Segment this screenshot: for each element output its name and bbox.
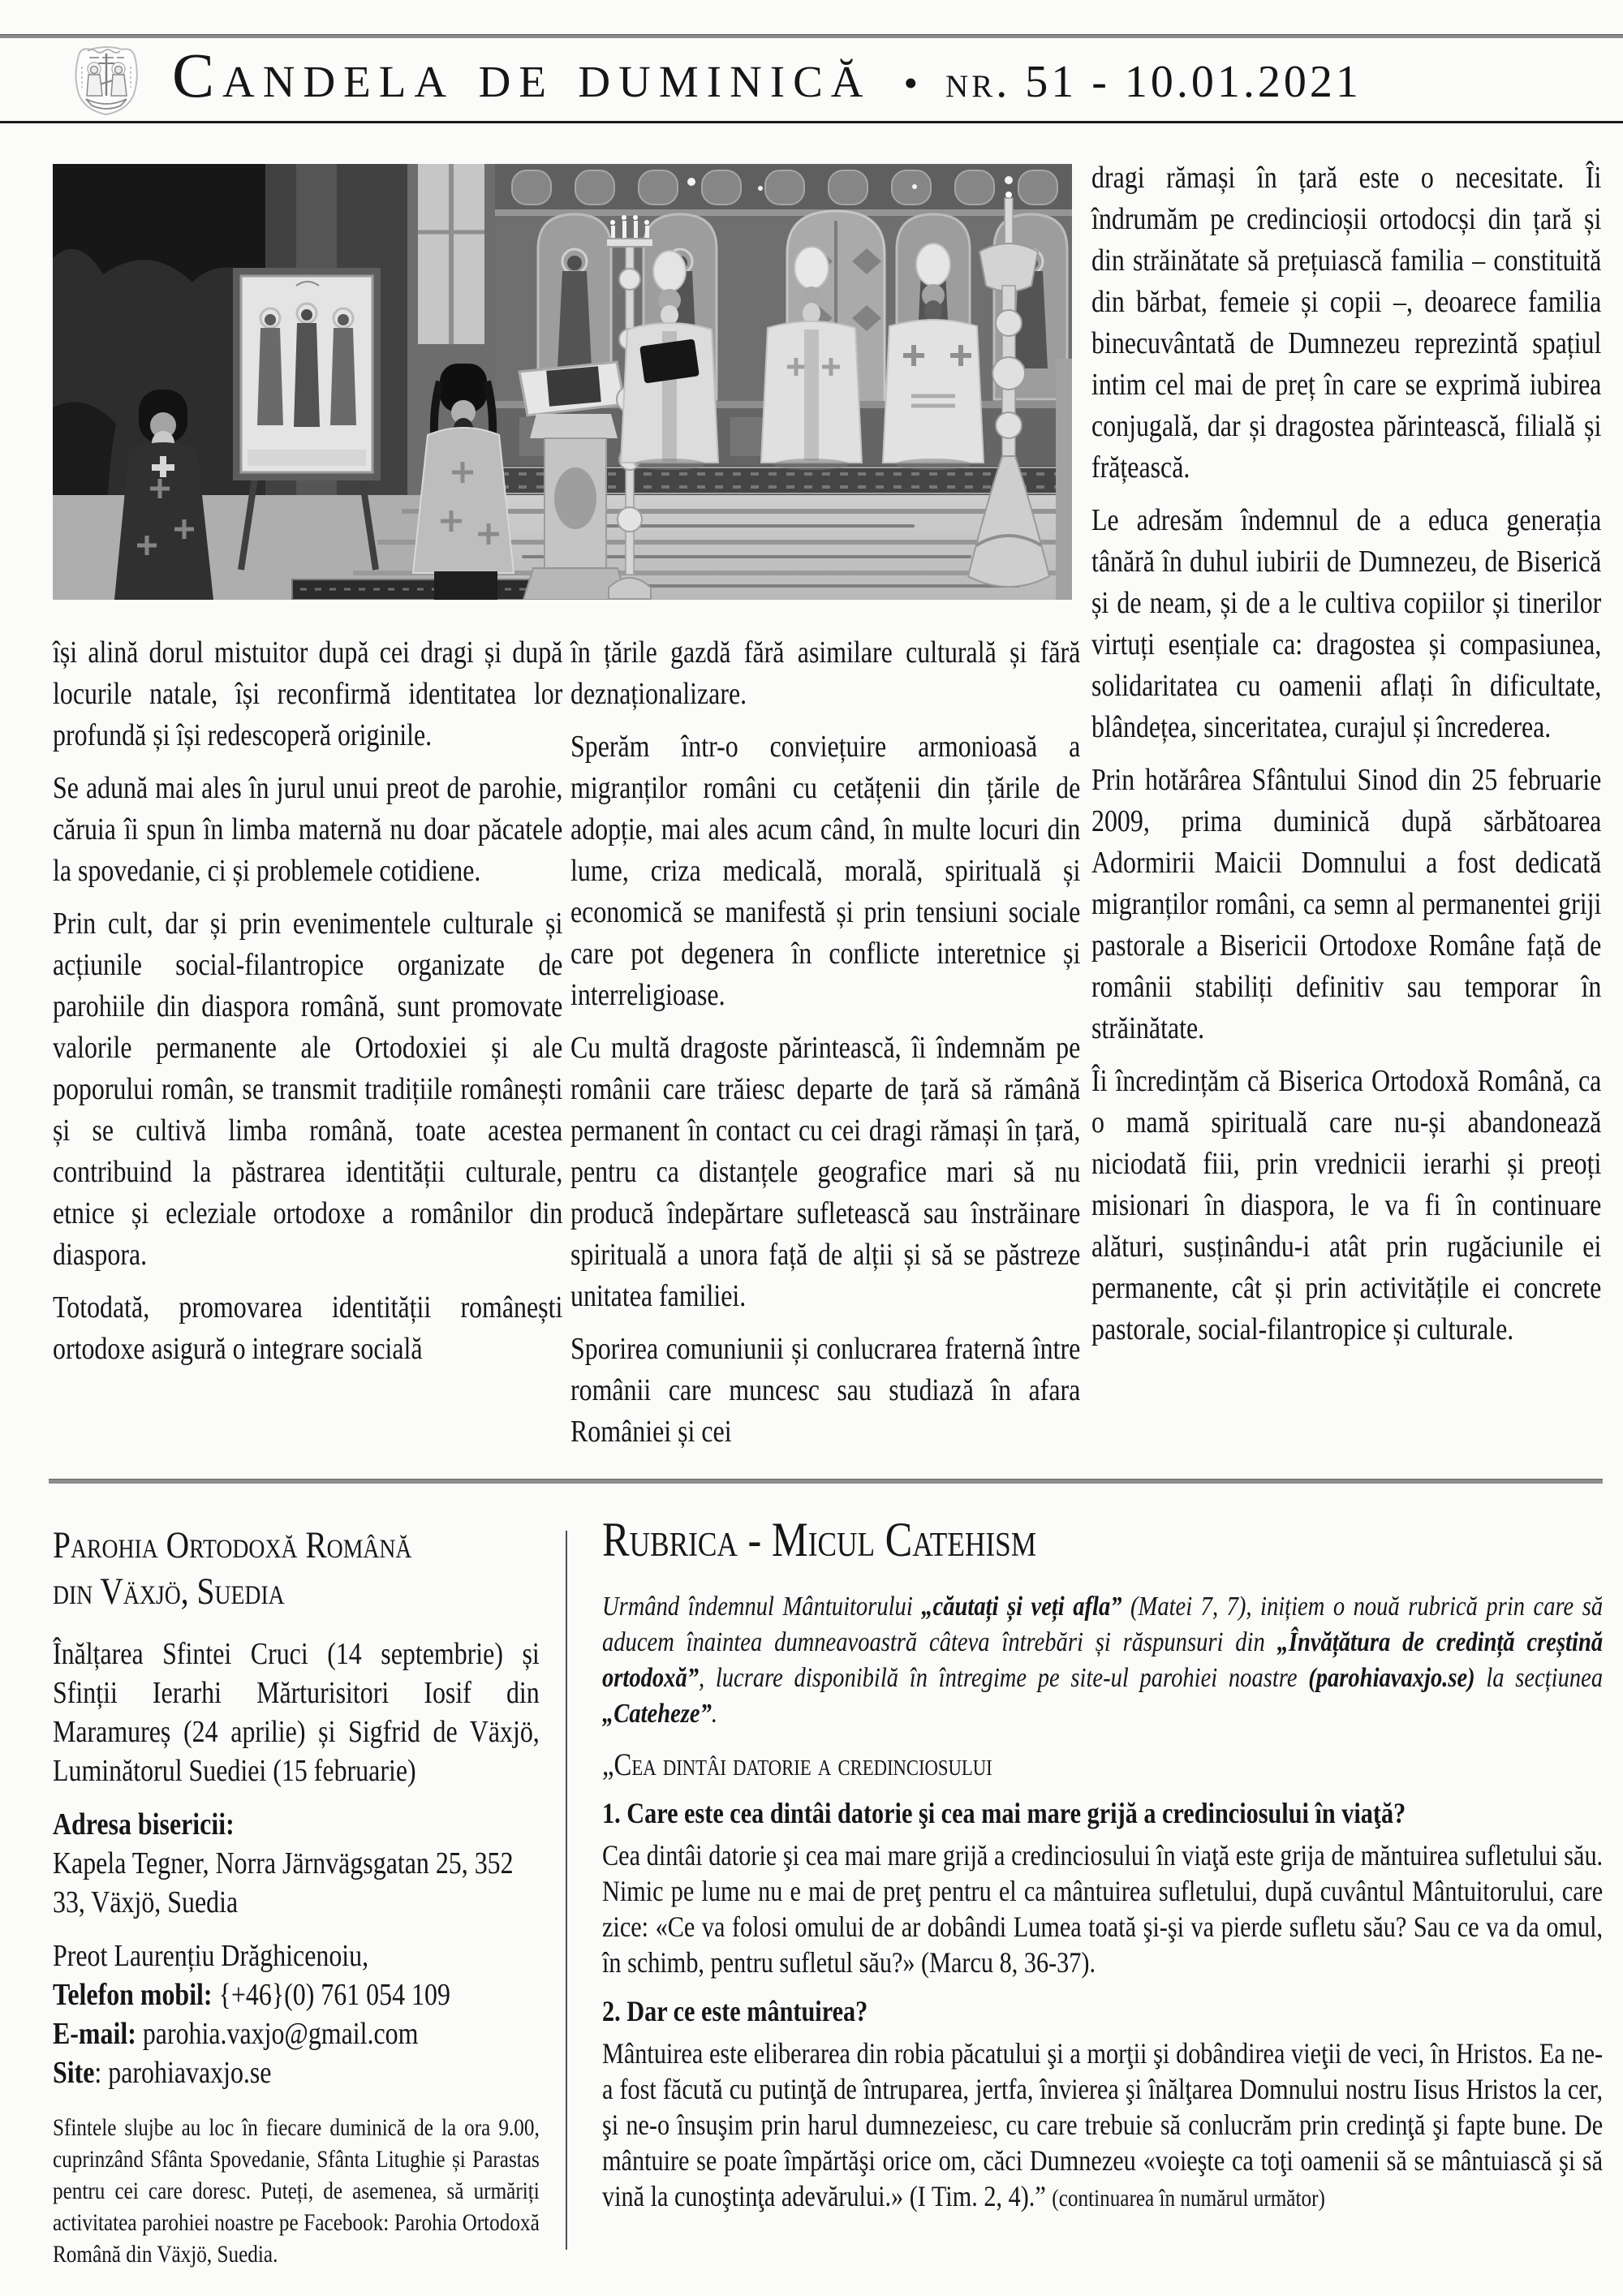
masthead: [172, 39, 1623, 120]
feast-paragraph: Înălțarea Sfintei Cruci (14 septembrie) și Sfinții Ierarhi Mărturisitori Iosif din Maramureș (24 aprilie) și Sigfrid de Växjö, Luminătorul Suediei (15 februarie): [53, 1637, 540, 1788]
paragraph: Sperăm într-o conviețuire armonioasă a migranților români cu cetățenii din țările de adopție, mai ales acum când, în multe locuri din lume, criza medicală, morală, spirituală și economică se manifestă și prin tensiuni sociale care pot degenera în conflicte interetnice și interreligioase.: [570, 730, 1081, 1012]
rubrica-section: [602, 1511, 1603, 2229]
rubrica-subsection-title: „Cea dintâi datorie a credinciosului: [602, 1747, 992, 1782]
phone-label: Telefon mobil:: [53, 1978, 213, 2012]
issue-number-date: nr. 51 - 10.01.2021: [945, 57, 1362, 107]
contact-block: [53, 1936, 540, 2092]
rubrica-intro: Urmând îndemnul Mântuitorului „căutați și veți afla” (Matei 7, 7), inițiem o nouă rubrică prin care să aducem înaintea dumneavoastră câteva întrebări și răspunsuri din „Învățătura de credință creștină ortodoxă”, lucrare disponibilă în întregime pe site-ul parohiei noastre (parohiavaxjo.se) la secțiunea „Cateheze”.: [602, 1592, 1604, 1729]
parish-info: [53, 1523, 540, 2285]
section-divider: [49, 1479, 1603, 1484]
right-edge-ornament: [1056, 359, 1072, 600]
vertical-column-divider: [566, 1531, 567, 2250]
parish-title: Parohia Ortodoxă Română din Växjö, Suedia: [53, 1524, 412, 1613]
article-column-1: [53, 632, 562, 1381]
site-value: : parohiavaxjo.se: [94, 2056, 272, 2090]
rubrica-title: Rubrica - Micul Catehism: [602, 1513, 1037, 1566]
paragraph: Sporirea comuniunii și conlucrarea fraternă între românii care muncesc sau studiază în afara României și cei: [570, 1332, 1081, 1449]
paragraph: Le adresăm îndemnul de a educa generația tânără în duhul iubirii de Dumnezeu, de Biserică și de neam, și de a le cultiva copiilor și tinerilor virtuți esențiale ca: dragostea și compasiunea, solidaritatea cu oamenii aflați în dificultate, blândețea, sinceritatea, curajul și încrederea.: [1091, 503, 1602, 744]
parish-emblem-icon: [70, 42, 143, 118]
paragraph: Totodată, promovarea identității românești ortodoxe asigură o integrare socială: [53, 1290, 563, 1366]
masthead-top-rule: [0, 34, 1623, 38]
article-column-2: [570, 632, 1080, 1464]
article-column-3: [1091, 157, 1601, 1362]
address-text: Kapela Tegner, Norra Järnvägsgatan 25, 352 33, Växjö, Suedia: [53, 1846, 514, 1919]
page-title: Candela de duminică: [172, 40, 872, 110]
paragraph: Îi încredințăm că Biserica Ortodoxă Română, ca o mamă spirituală care nu-și abandonează niciodată fiii, prin vrednicii ierarhi și preoți misionari în diaspora, le va fi în continuare alături, susținându-i atât prin rugăciunile ei permanente, cât și prin activitățile ei concrete pastorale, social-filantropice și culturale.: [1091, 1064, 1602, 1346]
answer-1: Cea dintâi datorie şi cea mai mare grijă a credinciosului în viaţă este grija de măntuirea sufletului său. Nimic pe lume nu e mai de preţ pentru el ca mântuirea sufletului, după cuvântul Mântuitorului, care zice: «Ce va folosi omului de ar dobândi Lumea toată şi-şi va pierde sufletu său? Sau ce va da omul, în schimb, pentru sufletul său?» (Marcu 8, 36-37).: [602, 1839, 1604, 1979]
paragraph: Prin hotărârea Sfântului Sinod din 25 februarie 2009, prima duminică după sărbătoarea Adormirii Maicii Domnului a fost dedicată migranților români, ca semn al permanentei griji pastorale a Bisericii Ortodoxe Române față de românii stabiliți definitiv sau temporar în străinătate.: [1091, 763, 1602, 1045]
church-service-photo: [53, 164, 1072, 600]
address-block: [53, 1805, 540, 1922]
services-note: Sfintele slujbe au loc în fiecare duminică de la ora 9.00, cuprinzând Sfânta Spovedanie, Sfânta Litughie și Parastas pentru cei care doresc. Puteți, de asemenea, să urmăriți activitatea parohiei noastre pe Facebook: Parohia Ortodoxă Română din Växjö, Suedia.: [53, 2114, 540, 2268]
paragraph: își alină dorul mistuitor după cei dragi și după locurile natale, își reconfirmă identitatea lor profundă și își redescoperă originile.: [53, 635, 563, 752]
paragraph: Se adună mai ales în jurul unui preot de parohie, căruia îi spun în limba maternă nu doar păcatele la spovedanie, ci și problemele cotidiene.: [53, 771, 563, 888]
address-label: Adresa bisericii:: [53, 1807, 235, 1842]
email-label: E-mail:: [53, 2017, 136, 2051]
paragraph: dragi rămași în țară este o necesitate. Îi îndrumăm pe credincioșii ortodocși din țară și din străinătate să prețuiască familia – constituită din bărbat, femeie și copii –, deoarece familia binecuvântată de Dumnezeu reprezintă spațiul intim cel mai de preț în care se exprimă iubirea conjugală, dar și dragostea părintească, filială și frățească.: [1091, 161, 1602, 485]
question-1: 1. Care este cea dintâi datorie şi cea mai mare grijă a credinciosului în viaţă?: [602, 1797, 1406, 1829]
paragraph: Prin cult, dar și prin evenimentele culturale și acțiunile social-filantropice organizate de parohiile din diaspora română, sunt promovate valorile permanente ale Ortodoxiei și ale poporului român, se transmit tradițiile românești și se cultivă limba română, toate acestea contribuind la păstrarea identității culturale, etnice și ecleziale ortodoxe a românilor din diaspora.: [53, 907, 563, 1272]
answer-2: Mântuirea este eliberarea din robia păcatului şi a morţii şi dobândirea vieţii de veci, în Hristos. Ea ne-a fost făcută cu putinţă de întruparea, jertfa, învierea şi înălţarea Domnului nostru Iisus Hristos la cer, şi ne-o însuşim prin harul dumnezeiesc, cu care trebuie să conlucrăm prin credinţă şi fapte bune. De mântuire se poate împărtăşi orice om, căci Dumnezeu «voieşte ca toţi oamenii să se mântuiască şi să vină la cunoştinţa adevărului.» (I Tim. 2, 4).” (continuarea în numărul următor): [602, 2037, 1604, 2212]
bullet-separator-icon: •: [903, 60, 919, 106]
paragraph: în țările gazdă fără asimilare culturală și fără deznaționalizare.: [570, 635, 1081, 711]
continuation-note: (continuarea în numărul următor): [1052, 2185, 1325, 2212]
masthead-bottom-rule: [0, 121, 1623, 123]
phone-value: {+46}(0) 761 054 109: [212, 1978, 450, 2012]
email-value: parohia.vaxjo@gmail.com: [136, 2017, 419, 2051]
question-2: 2. Dar ce este mântuirea?: [602, 1995, 868, 2027]
paragraph: Cu multă dragoste părintească, îi îndemnăm pe românii care trăiesc departe de țară să rămână permanent în contact cu cei dragi rămași în țară, pentru ca distanțele geografice mari să nu producă îndepărtare sufletească sau înstrăinare spirituală a unora față de alții și să se păstreze unitatea familiei.: [570, 1031, 1081, 1313]
priest-name: Preot Laurențiu Drăghicenoiu,: [53, 1939, 369, 1973]
site-label: Site: [53, 2056, 95, 2090]
